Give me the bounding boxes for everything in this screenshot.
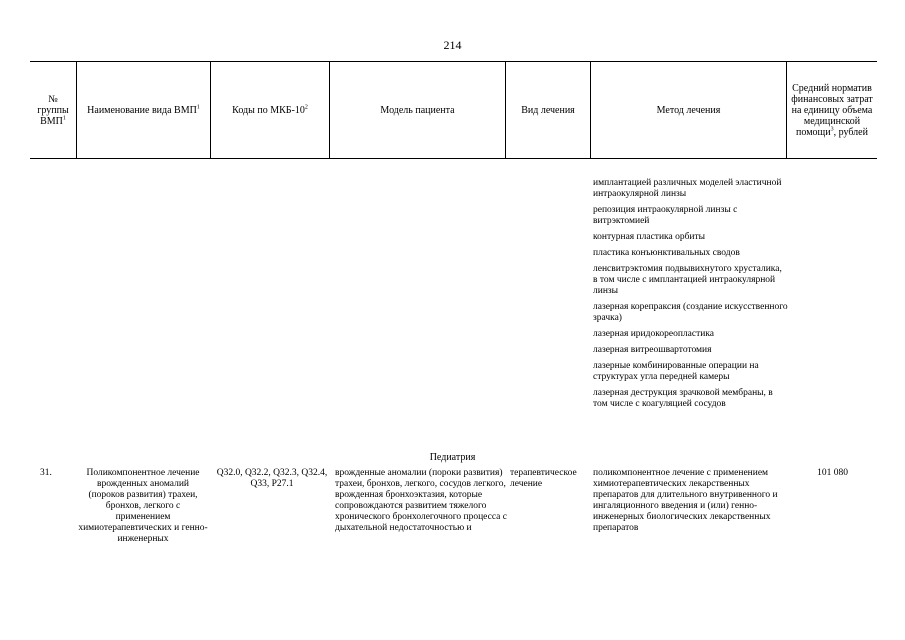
header-vmp-name [77, 62, 210, 158]
row-icd-codes: Q32.0, Q32.2, Q32.3, Q32.4, Q33, P27.1 [216, 468, 328, 489]
method-item: лазерная витреошвартотомия [593, 345, 712, 355]
method-item: имплантацией различных моделей эластичной интраокулярной линзы [593, 178, 782, 199]
method-item: ленсвитрэктомия подвывихнутого хрусталика, в том числе с имплантацией интраокулярной линзы [593, 264, 782, 296]
footnote-mark: 1 [196, 104, 200, 111]
row-patient-model: врожденные аномалии (пороки развития) трахеи, бронхов, легкого, сосудов легкого, врожденная бронхоэктазия, которые сопровождаются развитием тяжелого хронического бронхолегочного процесса с дыхательной недостаточностью и [335, 468, 507, 533]
footnote-mark: 2 [304, 104, 308, 111]
method-list-continued [593, 178, 788, 415]
header-type-label: Вид лечения [521, 104, 575, 116]
header-cost-label: Средний норматив финансовых затрат на единицу объема медицинской помощи [791, 82, 873, 138]
header-codes-label: Коды по МКБ-10 [232, 104, 305, 116]
footnote-mark: 1 [62, 115, 66, 122]
header-treatment-method [591, 62, 786, 158]
method-item: пластика конъюнктивальных сводов [593, 248, 740, 258]
header-method-label: Метод лечения [656, 104, 721, 116]
row-number: 31. [40, 468, 52, 478]
method-item: лазерные комбинированные операции на структурах угла передней камеры [593, 361, 759, 382]
header-cost [787, 62, 877, 158]
method-item: лазерная корепраксия (создание искусственного зрачка) [593, 302, 788, 323]
row-vmp-name: Поликомпонентное лечение врожденных аномалий (пороков развития) трахеи, бронхов, легкого с применением химиотерапевтических и генно-инженерных [78, 468, 208, 544]
method-item: контурная пластика орбиты [593, 232, 706, 242]
table-header [30, 61, 877, 159]
header-model-label: Модель пациента [380, 104, 455, 116]
header-treatment-type [506, 62, 590, 158]
page-number: 214 [443, 38, 462, 52]
row-treatment-method: поликомпонентное лечение с применением химиотерапевтических лекарственных препаратов для длительного внутривенного и ингаляционного введения и (или) генно-инженерных биологических лекарственных препаратов [593, 468, 778, 533]
header-name-label: Наименование вида ВМП [87, 104, 197, 116]
header-group-label: № группы ВМП [37, 93, 69, 127]
row-cost: 101 080 [817, 468, 848, 478]
header-group-number [30, 62, 76, 158]
method-item: лазерная иридокореопластика [593, 329, 715, 339]
row-treatment-type: терапевтическое лечение [510, 468, 577, 489]
header-patient-model [330, 62, 505, 158]
method-item: лазерная деструкция зрачковой мембраны, в том числе с коагуляцией сосудов [593, 388, 773, 409]
header-icd-codes [211, 62, 329, 158]
footnote-mark: 3 [830, 126, 834, 133]
header-cost-unit: , рублей [833, 126, 868, 138]
section-title: Педиатрия [429, 452, 476, 463]
method-item: репозиция интраокулярной линзы с витрэктомией [593, 205, 738, 226]
